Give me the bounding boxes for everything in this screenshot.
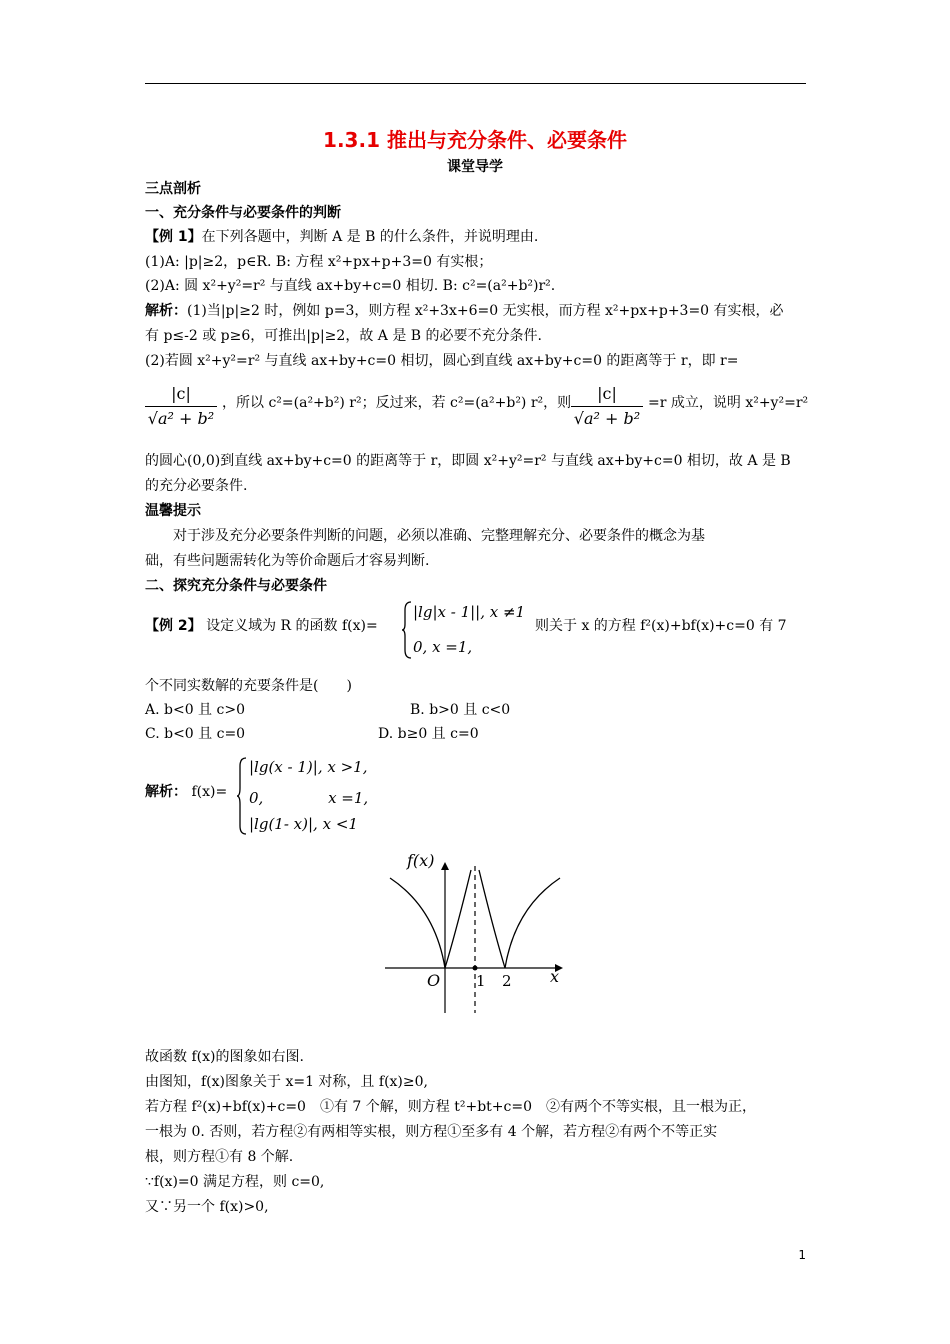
header-rule (145, 83, 806, 84)
point-x1 (473, 966, 478, 971)
after-line-6: ∵f(x)=0 满足方程，则 c=0, (145, 1174, 325, 1190)
after-line-3: 若方程 f²(x)+bf(x)+c=0 ①有 7 个解，则方程 t²+bt+c=0 ②有两个不等实根，且一根为正， (145, 1099, 756, 1115)
page-title: 1.3.1 推出与充分条件、必要条件 (323, 128, 627, 152)
example-1-label: 【例 1】 (145, 229, 202, 245)
example-2-line (145, 617, 378, 635)
tip-heading: 温馨提示 (145, 503, 201, 519)
fraction-right-denominator: √a² + b² (573, 409, 641, 428)
tip-line-b: 础，有些问题需转化为等价命题后才容易判断. (145, 553, 430, 569)
example-2-case-2: 0, x =1, (413, 638, 473, 656)
x-axis-label: x (550, 967, 560, 986)
example-2-line-2: 个不同实数解的充要条件是( ) (145, 678, 352, 694)
curve-left-branch (445, 870, 471, 968)
solution-3-label: 解析： (145, 784, 187, 800)
after-line-1: 故函数 f(x)的图象如右图. (145, 1049, 304, 1065)
fraction-left-denominator: √a² + b² (147, 409, 215, 428)
y-axis-arrow (441, 862, 449, 870)
function-graph (385, 848, 565, 1018)
y-axis-label: f(x) (407, 851, 435, 870)
option-a: A. b<0 且 c>0 (145, 702, 245, 718)
example-2-label: 【例 2】 (145, 618, 202, 634)
example-1-q2: (2)A: 圆 x²+y²=r² 与直线 ax+by+c=0 相切. B: c²=(a²+b²)r². (145, 278, 556, 294)
after-line-5: 根，则方程①有 8 个解. (145, 1149, 294, 1165)
solution-1-line-b: 有 p≤-2 或 p≥6，可推出|p|≥2，故 A 是 B 的必要不充分条件. (145, 328, 542, 344)
solution-2-mid-2: =r 成立，说明 x²+y²=r² (648, 395, 809, 411)
solution-2-mid-1: ，所以 c²=(a²+b²) r²；反过来，若 c²=(a²+b²) r²，则 (222, 395, 572, 411)
solution-1-line-a (145, 302, 784, 320)
after-line-2: 由图知，f(x)图象关于 x=1 对称，且 f(x)≥0, (145, 1074, 428, 1090)
after-line-7: 又∵另一个 f(x)>0, (145, 1199, 269, 1215)
page-number: 1 (798, 1248, 806, 1262)
example-2-text: 设定义域为 R 的函数 f(x)= (206, 618, 378, 634)
section-sandian: 三点剖析 (145, 181, 201, 197)
option-c: C. b<0 且 c=0 (145, 726, 246, 742)
solution-3-case-1: |lg(x - 1)|, x >1, (249, 758, 368, 776)
solution-label: 解析： (145, 303, 187, 319)
example-2-tail: 则关于 x 的方程 f²(x)+bf(x)+c=0 有 7 (535, 618, 787, 634)
example-1-text: 在下列各题中，判断 A 是 B 的什么条件，并说明理由. (201, 229, 539, 245)
solution-2-line-a: (2)若圆 x²+y²=r² 与直线 ax+by+c=0 相切，圆心到直线 ax+by+c=0 的距离等于 r，即 r= (145, 353, 739, 369)
tip-line-a: 对于涉及充分必要条件判断的问题，必须以准确、完整理解充分、必要条件的概念为基 (173, 528, 705, 544)
solution-3-brace (236, 756, 248, 836)
option-b: B. b>0 且 c<0 (410, 702, 511, 718)
option-d: D. b≥0 且 c=0 (378, 726, 479, 742)
example-2-brace (401, 600, 413, 660)
example-2-case-1: |lg|x - 1||, x ≠1 (413, 603, 526, 621)
solution-3-lead (145, 783, 227, 801)
solution-3-case-2: 0, x =1, (249, 789, 369, 807)
origin-label: O (427, 971, 441, 990)
fraction-right-numerator: |c| (571, 384, 643, 407)
example-1-q1: (1)A: |p|≥2，p∈R. B: 方程 x²+px+p+3=0 有实根； (145, 254, 493, 270)
curve-right (505, 878, 560, 968)
curve-right-branch (479, 870, 505, 968)
fraction-left-numerator: |c| (145, 384, 217, 407)
after-line-4: 一根为 0. 否则，若方程②有两相等实根，则方程①至多有 4 个解，若方程②有两个不等正实 (145, 1124, 718, 1140)
fraction-left (145, 384, 217, 428)
fraction-right (571, 384, 643, 428)
solution-1-text-a: (1)当|p|≥2 时，例如 p=3，则方程 x²+3x+6=0 无实根，而方程 x²+px+p+3=0 有实根，必 (187, 303, 784, 319)
tick-1-label: 1 (476, 972, 486, 990)
tick-2-label: 2 (502, 972, 512, 990)
section-heading-1: 一、充分条件与必要条件的判断 (145, 205, 341, 221)
section-heading-2: 二、探究充分条件与必要条件 (145, 578, 327, 594)
curve-left (390, 878, 445, 968)
page-subtitle: 课堂导学 (447, 159, 503, 175)
solution-2-line-d: 的充分必要条件. (145, 478, 248, 494)
solution-3-fx: f(x)= (191, 784, 228, 800)
solution-2-line-c: 的圆心(0,0)到直线 ax+by+c=0 的距离等于 r，即圆 x²+y²=r² 与直线 ax+by+c=0 相切，故 A 是 B (145, 453, 791, 469)
example-1 (145, 228, 538, 246)
solution-3-case-3: |lg(1- x)|, x <1 (249, 815, 358, 833)
